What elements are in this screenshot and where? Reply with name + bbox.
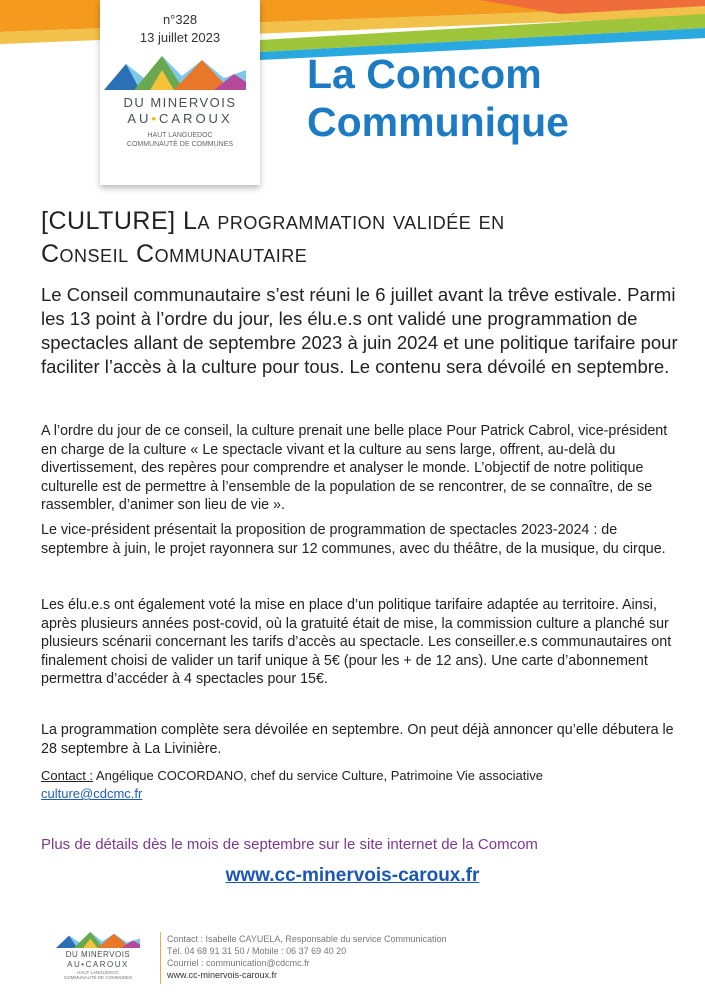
- article-contact: [41, 767, 681, 803]
- footer-web-line[interactable]: www.cc-minervois-caroux.fr: [167, 970, 278, 980]
- footer-logo-subtitle-line2: COMMUNAUTÉ DE COMMUNES: [63, 975, 133, 980]
- logo-subtitle-line1: HAUT LANGUEDOC: [147, 132, 213, 139]
- footer-divider: [160, 932, 161, 984]
- issue-date: 13 juillet 2023: [139, 30, 221, 45]
- footer-phone-line: Tél. 04 68 91 31 50 / Mobile : 06 37 69 40 20: [167, 946, 347, 956]
- footer-contact-line: Contact : Isabelle CAYUELA, Responsable du service Communication: [167, 934, 447, 944]
- article-paragraph-4: La programmation complète sera dévoilée en septembre. On peut déjà annoncer qu’elle débutera le 28 septembre à La Livinière.: [41, 722, 674, 757]
- logo-dot: •: [151, 111, 159, 126]
- footer-logo-line2: AU•CAROUX: [67, 960, 129, 969]
- article-headline: [41, 205, 681, 271]
- website-link[interactable]: www.cc-minervois-caroux.fr: [225, 865, 480, 886]
- logo-subtitle: [100, 131, 260, 149]
- article-paragraph-3: Les élu.e.s ont également voté la mise en place d’un politique tarifaire adaptée au territoire. Ainsi, après plusieurs années post-covid, où la gratuité était de mise, la commission culture a planché sur plusieurs scénarii concernant les tarifs d’accès au spectacle. Les conseiller.e.s communautaires ont finalement choisi de valider un tarif unique à 5€ (pour les + de 12 ans). Une carte d’abonnement permettra d’accéder à 4 spectacles pour 15€.: [41, 597, 672, 687]
- footer-logo-line1: DU MINERVOIS: [65, 950, 131, 959]
- article-lead: Le Conseil communautaire s’est réuni le 6 juillet avant la trêve estivale. Parmi les 13 point à l’ordre du jour, les élu.e.s ont validé une programmation de spectacles allant de septembre 2023 à juin 2024 et une politique tarifaire pour faciliter l’accès à la culture pour tous. Le contenu sera dévoilé en septembre.: [41, 284, 678, 377]
- masthead-title: [307, 50, 569, 146]
- footer-logo-mountains-icon: [56, 930, 140, 948]
- details-text: Plus de détails dès le mois de septembre sur le site internet de la Comcom: [41, 836, 538, 853]
- footer-logo-subtitle: [52, 970, 144, 980]
- masthead-line2: Communique: [307, 99, 569, 145]
- article-paragraph-2: Le vice-président présentait la proposition de programmation de spectacles 2023-2024 : de septembre à juin, le projet rayonnera sur 12 communes, avec du théâtre, de la musique, du cirque.: [41, 522, 666, 557]
- footer-contact: [167, 933, 446, 981]
- logo-name-line1: DU MINERVOIS: [123, 95, 237, 110]
- logo-au: AU: [127, 111, 152, 126]
- headline-line2: Conseil Communautaire: [41, 240, 308, 268]
- masthead-line1: La Comcom: [307, 51, 542, 97]
- footer-logo-subtitle-line1: HAUT LANGUEDOC: [77, 970, 119, 975]
- header-card: [100, 0, 260, 185]
- contact-email-link[interactable]: culture@cdcmc.fr: [41, 786, 143, 801]
- headline-line1: [CULTURE] La programmation validée en: [41, 207, 505, 235]
- contact-text: Angélique COCORDANO, chef du service Culture, Patrimoine Vie associative: [93, 768, 543, 783]
- logo-mountains-icon: [104, 52, 246, 90]
- article-paragraph-1: A l’ordre du jour de ce conseil, la culture prenait une belle place Pour Patrick Cabrol, vice-président en charge de la culture « Le spectacle vivant et la culture au sens large, offrent, au-delà du divertissement, des repères pour comprendre et analyser le monde. L’objectif de notre politique culturelle est de permettre à l’ensemble de la population de se rencontrer, de se connaître, de se rassembler, d’animer son lieu de vie ».: [41, 423, 668, 513]
- issue-number: n°328: [162, 12, 198, 27]
- footer-logo: [52, 930, 144, 990]
- logo-subtitle-line2: COMMUNAUTÉ DE COMMUNES: [126, 141, 234, 148]
- footer-email-line: Courriel : communication@cdcmc.fr: [167, 958, 310, 968]
- logo-name-line2: [100, 111, 260, 126]
- contact-label: Contact :: [41, 768, 94, 783]
- logo-caroux: CAROUX: [159, 111, 233, 126]
